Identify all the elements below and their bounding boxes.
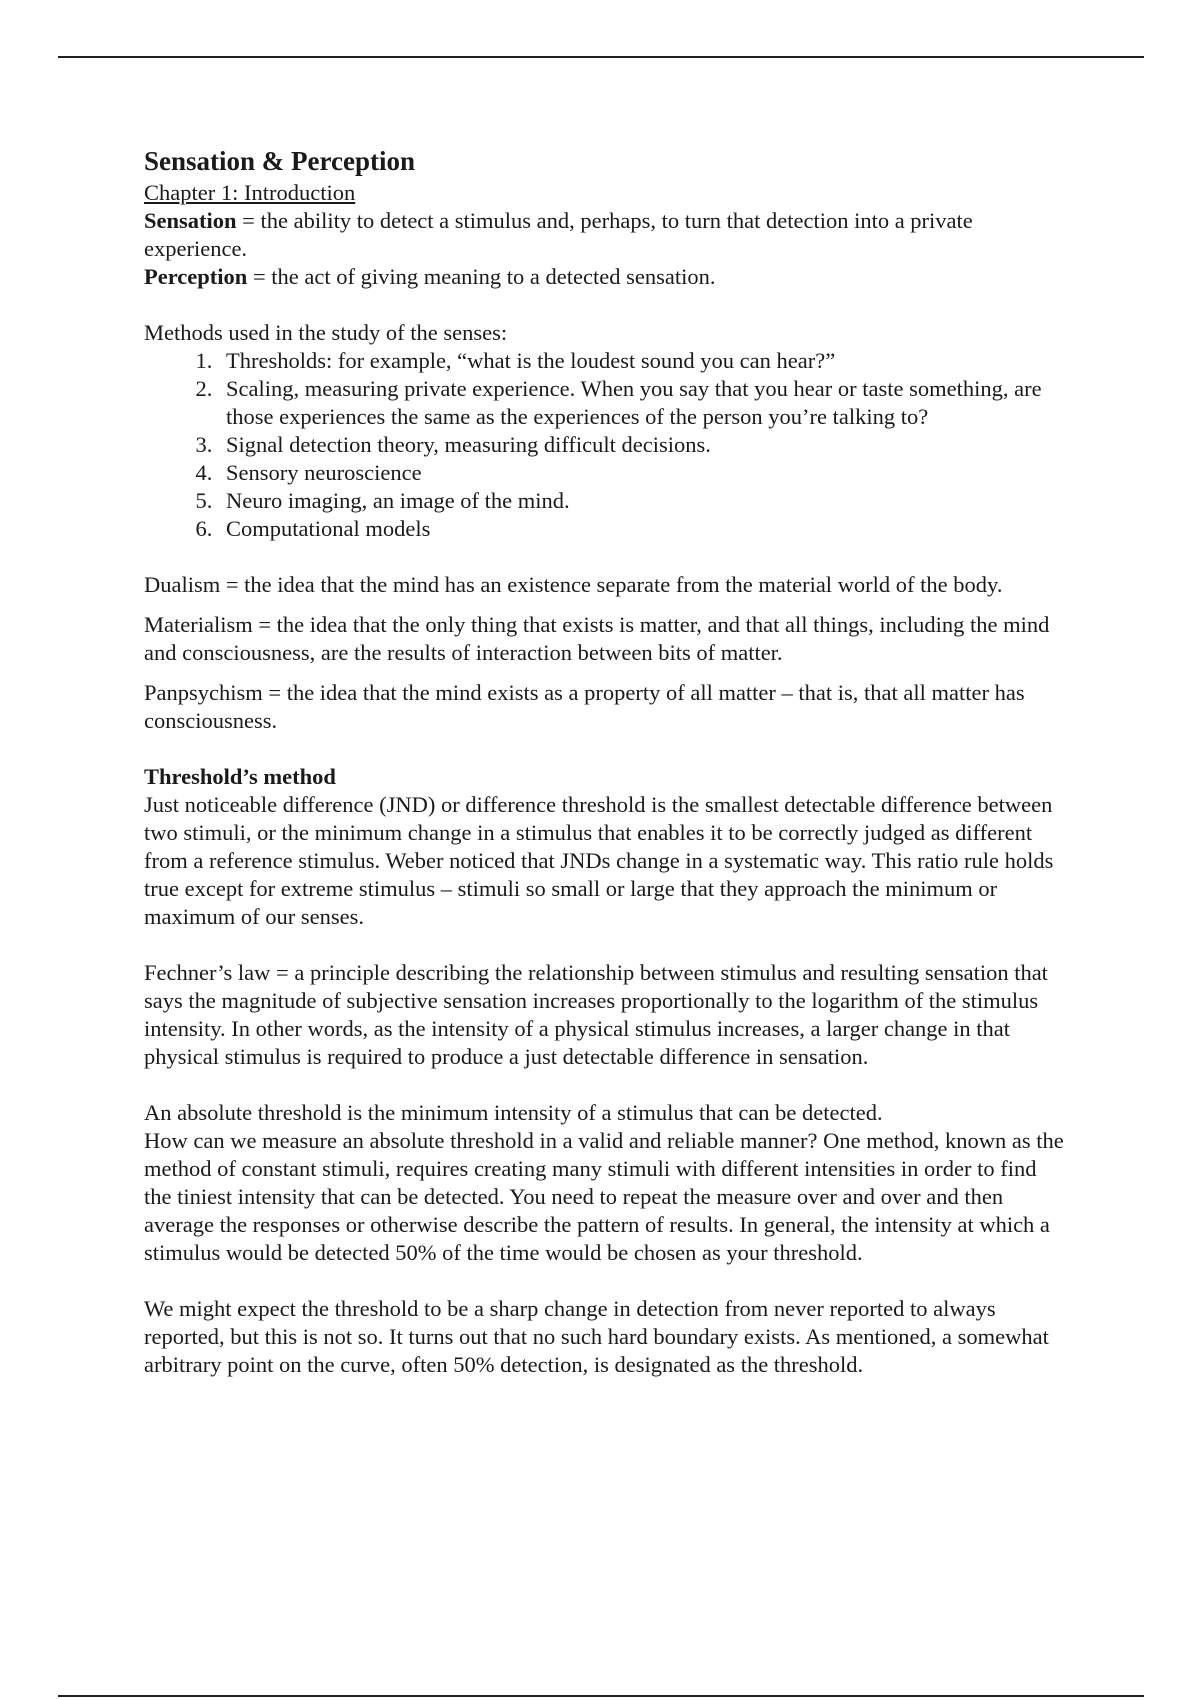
- page-title: Sensation & Perception: [144, 146, 415, 176]
- jnd-paragraph: Just noticeable difference (JND) or difference threshold is the smallest detectable difference between two stimuli, or the minimum change in a stimulus that enables it to be correctly judged as different from a reference stimulus. Weber noticed that JNDs change in a systematic way. This ratio rule holds true except for extreme stimulus – stimuli so small or large that they approach the minimum or maximum of our senses.: [144, 792, 1054, 929]
- top-rule: [58, 56, 1144, 58]
- list-item: 3. Signal detection theory, measuring difficult decisions.: [218, 431, 1064, 459]
- sensation-definition: [144, 207, 1064, 263]
- chapter-heading: Chapter 1: Introduction: [144, 180, 356, 205]
- materialism-definition: Materialism = the idea that the only thing that exists is matter, and that all things, including the mind and consciousness, are the results of interaction between bits of matter.: [144, 612, 1050, 665]
- list-item: 5. Neuro imaging, an image of the mind.: [218, 487, 1064, 515]
- list-item: 2. Scaling, measuring private experience. When you say that you hear or taste something, are those experiences the same as the experiences of the person you’re talking to?: [218, 375, 1064, 431]
- perception-text: = the act of giving meaning to a detected sensation.: [247, 264, 716, 289]
- methods-intro: Methods used in the study of the senses:: [144, 320, 508, 345]
- sensation-term: Sensation: [144, 208, 237, 233]
- dualism-definition: Dualism = the idea that the mind has an existence separate from the material world of the body.: [144, 572, 1003, 597]
- list-item: 4. Sensory neuroscience: [218, 459, 1064, 487]
- fechner-paragraph: Fechner’s law = a principle describing the relationship between stimulus and resulting sensation that says the magnitude of subjective sensation increases proportionally to the logarithm of the stimulus intensity. In other words, as the intensity of a physical stimulus increases, a larger change in that physical stimulus is required to produce a just detectable difference in sensation.: [144, 960, 1048, 1069]
- perception-term: Perception: [144, 264, 248, 289]
- sensation-text: = the ability to detect a stimulus and, perhaps, to turn that detection into a private experience.: [144, 208, 973, 261]
- document-body: [144, 144, 1064, 1379]
- list-item: 1. Thresholds: for example, “what is the loudest sound you can hear?”: [218, 347, 1064, 375]
- absolute-threshold-definition: An absolute threshold is the minimum intensity of a stimulus that can be detected.: [144, 1100, 883, 1125]
- threshold-method-heading: Threshold’s method: [144, 764, 336, 789]
- sharp-change-paragraph: We might expect the threshold to be a sharp change in detection from never reported to always reported, but this is not so. It turns out that no such hard boundary exists. As mentioned, a somewhat arbitrary point on the curve, often 50% detection, is designated as the threshold.: [144, 1296, 1049, 1377]
- panpsychism-definition: Panpsychism = the idea that the mind exists as a property of all matter – that is, that all matter has consciousness.: [144, 680, 1025, 733]
- list-item: 6. Computational models: [218, 515, 1064, 543]
- perception-definition: [144, 263, 1064, 291]
- methods-list: [144, 347, 1064, 543]
- bottom-rule: [58, 1695, 1144, 1697]
- absolute-threshold-paragraph: How can we measure an absolute threshold in a valid and reliable manner? One method, known as the method of constant stimuli, requires creating many stimuli with different intensities in order to find the tiniest intensity that can be detected. You need to repeat the measure over and over and then average the responses or otherwise describe the pattern of results. In general, the intensity at which a stimulus would be detected 50% of the time would be chosen as your threshold.: [144, 1128, 1064, 1265]
